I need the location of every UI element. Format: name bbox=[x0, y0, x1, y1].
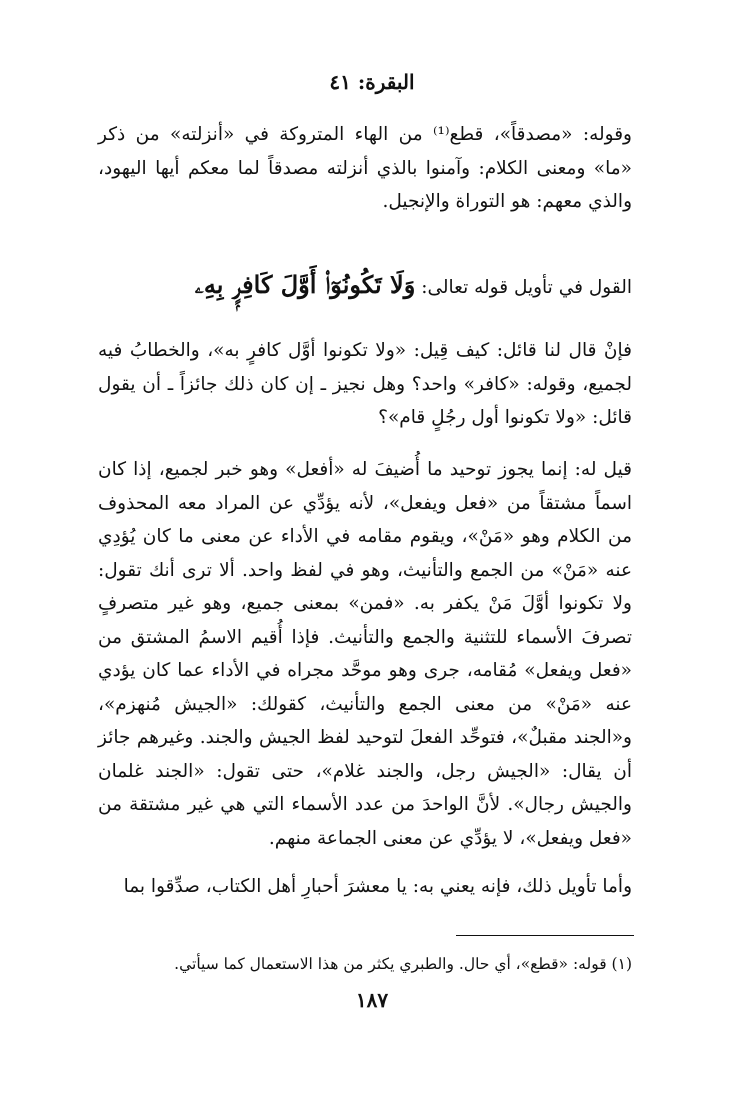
footnote: (١) قوله: «قطع»، أي حال. والطبري يكثر من هذا الاستعمال كما سيأتي. bbox=[174, 955, 632, 973]
paragraph-text: فإنْ قال لنا قائل: كيف قِيل: «ولا تكونوا أوَّل كافرٍ به»، والخطابُ فيه لجميع، وقوله: «كافر» واحد؟ وهل نجيز ـ إن كان ذلك جائزاً ـ أن يقول قائل: «ولا تكونوا أول رجُلٍ قام»؟ bbox=[98, 340, 632, 428]
quranic-verse: وَلَا تَكُونُوٓا۟ أَوَّلَ كَافِرٍۭ بِهِۦ bbox=[194, 270, 416, 299]
running-header: البقرة: ٤١ bbox=[329, 70, 415, 94]
paragraph-text: وأما تأويل ذلك، فإنه يعني به: يا معشرَ أحبارِ أهل الكتاب، صدِّقوا بما bbox=[123, 876, 632, 897]
paragraph-interpretation bbox=[98, 870, 632, 904]
paragraph-answer bbox=[98, 453, 632, 855]
page-number: ١٨٧ bbox=[355, 988, 389, 1012]
paragraph-question bbox=[98, 334, 632, 435]
paragraph-text: وقوله: «مصدقاً»، قطع⁽¹⁾ من الهاء المتروكة في «أنزلته» من ذكر «ما» ومعنى الكلام: وآمنوا بالذي أنزلته مصدقاً لما معكم أيها اليهود، والذي معهم: هو التوراة والإنجيل. bbox=[98, 124, 632, 212]
verse-heading bbox=[98, 265, 632, 308]
paragraph-intro bbox=[98, 118, 632, 219]
paragraph-text: قيل له: إنما يجوز توحيد ما أُضيفَ له «أفعل» وهو خبر لجميع، إذا كان اسماً مشتقاً من «فعل ويفعل»، لأنه يؤدِّي عن المراد معه المحذوف من الكلام وهو «مَنْ»، ويقوم مقامه في الأداء عن معنى ما كان يُؤدِي عنه «مَنْ» من الجمع والتأنيث، وهو في لفظ واحد. ألا ترى أنك تقول: ولا تكونوا أوَّلَ مَنْ يكفر به. «فمن» بمعنى جميع، وهو غير متصرفٍ تصرفَ الأسماء للتثنية والجمع والتأنيث. فإذا أُقيم الاسمُ المشتق من «فعل ويفعل» مُقامه، جرى وهو موحَّد مجراه في الأداء عما كان يؤدي عنه «مَنْ» من معنى الجمع والتأنيث، كقولك: «الجيش مُنهزم»، و«الجند مقبلٌ»، فتوحِّد الفعلَ لتوحيد لفظ الجيش والجند. وغيرهم جائز أن يقال: «الجيش رجل، والجند غلام»، حتى تقول: «الجند غلمان والجيش رجال». لأنَّ الواحدَ من عدد الأسماء التي هي غير مشتقة من «فعل ويفعل»، لا يؤدِّي عن معنى الجماعة منهم. bbox=[98, 459, 632, 849]
footnote-separator bbox=[456, 935, 634, 936]
verse-heading-prefix: القول في تأويل قوله تعالى: bbox=[421, 277, 632, 298]
